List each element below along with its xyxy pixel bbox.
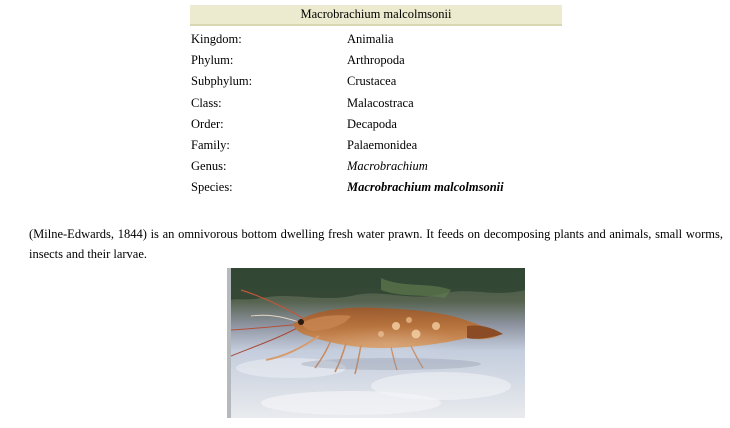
rank-value: Macrobrachium malcolmsonii [347, 180, 504, 194]
taxonomy-row-family [190, 135, 562, 156]
rank-value: Malacostraca [347, 96, 414, 110]
taxonomy-table [190, 5, 562, 194]
rank-label: Genus: [191, 159, 227, 173]
taxonomy-title: Macrobrachium malcolmsonii [190, 5, 562, 26]
taxonomy-row-phylum [190, 50, 562, 71]
rank-label: Family: [191, 138, 230, 152]
taxonomy-row-species [190, 177, 562, 198]
rank-value: Macrobrachium [347, 159, 428, 173]
prawn-illustration [231, 268, 525, 418]
prawn-photo [227, 268, 525, 418]
rank-label: Subphylum: [191, 74, 253, 88]
rank-label: Species: [191, 180, 233, 194]
rank-label: Phylum: [191, 53, 234, 67]
rank-value: Crustacea [347, 74, 397, 88]
rank-value: Arthropoda [347, 53, 405, 67]
rank-label: Order: [191, 117, 224, 131]
rank-label: Class: [191, 96, 222, 110]
rank-value: Decapoda [347, 117, 397, 131]
taxonomy-row-subphylum [190, 71, 562, 92]
taxonomy-row-class [190, 93, 562, 114]
rank-value: Palaemonidea [347, 138, 418, 152]
description-paragraph: (Milne-Edwards, 1844) is an omnivorous bottom dwelling fresh water prawn. It feeds on decomposing plants and animals, small worms, insects and their larvae. [29, 227, 723, 261]
taxonomy-row-order [190, 114, 562, 135]
rank-value: Animalia [347, 32, 394, 46]
taxonomy-row-genus [190, 156, 562, 177]
taxonomy-row-kingdom [190, 29, 562, 50]
rank-label: Kingdom: [191, 32, 242, 46]
